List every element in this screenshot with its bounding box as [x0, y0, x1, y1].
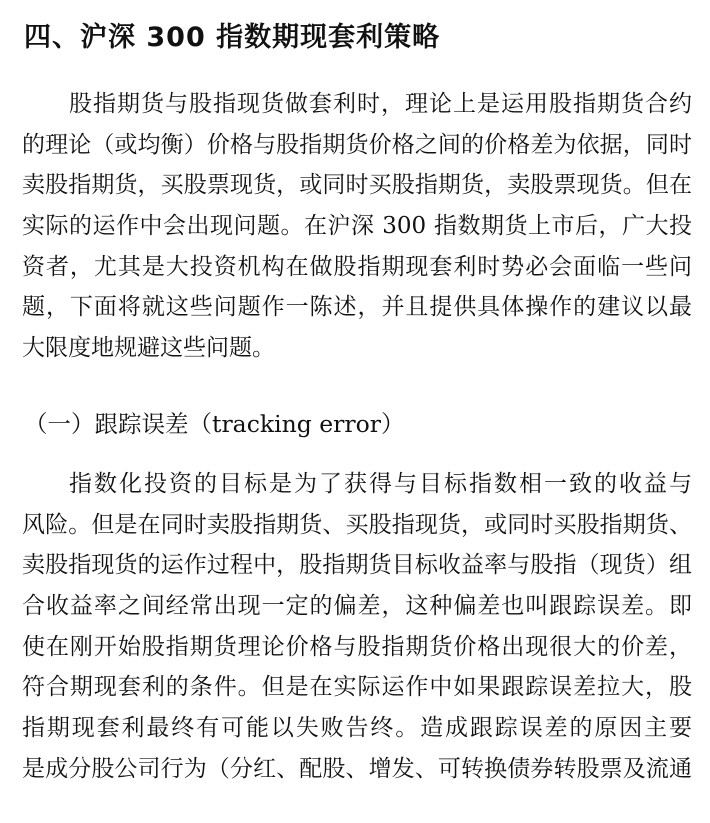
- text-line: 合收益率之间经常出现一定的偏差，这种偏差也叫跟踪误差。即: [22, 593, 692, 620]
- text-line: 大限度地规避这些问题。: [22, 335, 275, 362]
- text-line: 指数化投资的目标是为了获得与目标指数相一致的收益与: [69, 471, 692, 497]
- text-line: 卖股指现货的运作过程中，股指期货目标收益率与股指（现货）组: [22, 552, 692, 579]
- text-line: 是成分股公司行为（分红、配股、增发、可转换债券转股票及流通: [22, 755, 692, 782]
- text-line: 指期现套利最终有可能以失败告终。造成跟踪误差的原因主要: [22, 715, 692, 742]
- text-line: 的理论（或均衡）价格与股指期货价格之间的价格差为依据，同时: [22, 131, 692, 158]
- text-line: 风险。但是在同时卖股指期货、买股指现货，或同时买股指期货、: [22, 511, 692, 538]
- text-line: 使在刚开始股指期货理论价格与股指期货价格出现很大的价差，: [22, 633, 692, 660]
- paragraph-intro: [22, 84, 692, 369]
- text-line: 实际的运作中会出现问题。在沪深 300 指数期货上市后，广大投: [22, 213, 692, 240]
- text-line: 卖股指期货，买股票现货，或同时买股指期货，卖股票现货。但在: [22, 172, 692, 199]
- text-line: 股指期货与股指现货做套利时，理论上是运用股指期货合约: [69, 91, 692, 117]
- text-line: 资者，尤其是大投资机构在做股指期现套利时势必会面临一些问: [22, 253, 692, 280]
- text-line: 符合期现套利的条件。但是在实际运作中如果跟踪误差拉大，股: [22, 674, 692, 701]
- section-heading: 四、沪深 300 指数期现套利策略: [24, 22, 441, 53]
- paragraph-tracking-error: [22, 464, 692, 790]
- text-line: 题，下面将就这些问题作一陈述，并且提供具体操作的建议以最: [22, 294, 692, 321]
- subsection-heading: （一）跟踪误差（tracking error）: [24, 410, 405, 438]
